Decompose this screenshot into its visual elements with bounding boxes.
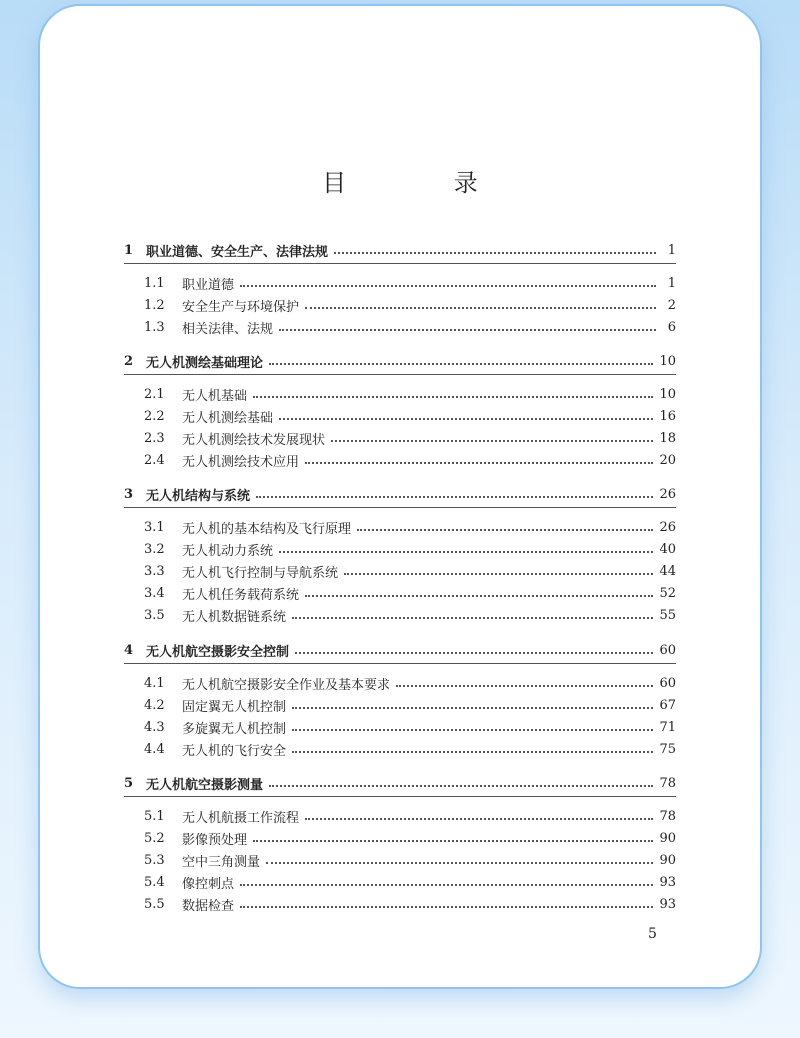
section-number: 2.3: [144, 430, 165, 446]
toc-section[interactable]: [144, 806, 676, 826]
toc-section[interactable]: [144, 695, 676, 715]
chapter-number: 5: [124, 775, 134, 791]
dot-leader: [269, 363, 653, 365]
section-number: 5.1: [144, 808, 165, 824]
section-page: 75: [659, 741, 676, 757]
chapter-number: 2: [124, 353, 134, 369]
toc-section[interactable]: [144, 894, 676, 914]
chapter-number: 4: [124, 642, 134, 658]
dot-leader: [256, 496, 653, 498]
chapter-title: 无人机测绘基础理论: [146, 355, 264, 371]
dot-leader: [292, 751, 653, 753]
section-page: 10: [659, 386, 676, 402]
chapter-number: 3: [124, 486, 134, 502]
dot-leader: [305, 462, 653, 464]
section-page: 90: [659, 852, 676, 868]
toc-section[interactable]: [144, 406, 676, 426]
section-page: 1: [667, 275, 676, 291]
toc-section[interactable]: [144, 673, 676, 693]
chapter-title: 职业道德、安全生产、法律法规: [146, 244, 329, 260]
section-page: 18: [659, 430, 676, 446]
section-number: 3.1: [144, 519, 165, 535]
dot-leader: [292, 729, 653, 731]
section-page: 6: [667, 319, 676, 335]
toc-chapter[interactable]: [124, 351, 676, 371]
section-page: 93: [659, 896, 676, 912]
section-page: 90: [659, 830, 676, 846]
section-title: 无人机测绘基础: [182, 410, 274, 426]
dot-leader: [253, 396, 653, 398]
dot-leader: [269, 785, 653, 787]
toc-section[interactable]: [144, 828, 676, 848]
toc-section[interactable]: [144, 872, 676, 892]
toc-chapter[interactable]: [124, 640, 676, 660]
section-title: 多旋翼无人机控制: [182, 721, 287, 737]
section-page: 60: [659, 675, 676, 691]
section-title: 无人机测绘技术发展现状: [182, 432, 326, 448]
toc-section[interactable]: [144, 273, 676, 293]
section-title: 无人机动力系统: [182, 543, 274, 559]
section-number: 2.4: [144, 452, 165, 468]
section-page: 67: [659, 697, 676, 713]
toc-section[interactable]: [144, 850, 676, 870]
dot-leader: [253, 840, 653, 842]
dot-leader: [357, 529, 653, 531]
page-title: 目 录: [322, 169, 528, 197]
toc-section[interactable]: [144, 583, 676, 603]
toc-section[interactable]: [144, 539, 676, 559]
section-number: 3.5: [144, 607, 165, 623]
toc-chapter[interactable]: [124, 240, 676, 260]
toc-section[interactable]: [144, 295, 676, 315]
section-title: 无人机测绘技术应用: [182, 454, 300, 470]
section-title: 无人机航空摄影安全作业及基本要求: [182, 677, 391, 693]
section-page: 2: [667, 297, 676, 313]
section-number: 4.1: [144, 675, 165, 691]
section-number: 3.4: [144, 585, 165, 601]
toc-chapter[interactable]: [124, 484, 676, 504]
section-title: 无人机的基本结构及飞行原理: [182, 521, 352, 537]
section-number: 2.1: [144, 386, 165, 402]
section-title: 相关法律、法规: [182, 321, 274, 337]
section-title: 无人机基础: [182, 388, 248, 404]
section-title: 像控刺点: [182, 876, 235, 892]
toc-section[interactable]: [144, 317, 676, 337]
section-number: 5.2: [144, 830, 165, 846]
toc-section[interactable]: [144, 517, 676, 537]
section-title: 数据检查: [182, 898, 235, 914]
divider: [124, 663, 676, 664]
chapter-page: 78: [659, 775, 676, 791]
section-page: 26: [659, 519, 676, 535]
dot-leader: [266, 862, 653, 864]
chapter-page: 10: [659, 353, 676, 369]
chapter-page: 60: [659, 642, 676, 658]
dot-leader: [240, 906, 653, 908]
toc-section[interactable]: [144, 450, 676, 470]
toc-section[interactable]: [144, 384, 676, 404]
section-page: 44: [659, 563, 676, 579]
section-number: 4.3: [144, 719, 165, 735]
divider: [124, 263, 676, 264]
toc-chapter[interactable]: [124, 773, 676, 793]
chapter-page: 1: [667, 242, 676, 258]
section-page: 71: [659, 719, 676, 735]
toc-section[interactable]: [144, 605, 676, 625]
section-number: 3.3: [144, 563, 165, 579]
toc-section[interactable]: [144, 739, 676, 759]
section-title: 固定翼无人机控制: [182, 699, 287, 715]
section-number: 3.2: [144, 541, 165, 557]
section-page: 55: [659, 607, 676, 623]
page-number: 5: [648, 926, 657, 942]
section-title: 无人机数据链系统: [182, 609, 287, 625]
section-title: 影像预处理: [182, 832, 248, 848]
section-page: 78: [659, 808, 676, 824]
dot-leader: [396, 685, 653, 687]
chapter-number: 1: [124, 242, 134, 258]
dot-leader: [279, 551, 653, 553]
dot-leader: [292, 617, 653, 619]
section-number: 2.2: [144, 408, 165, 424]
divider: [124, 507, 676, 508]
toc-section[interactable]: [144, 717, 676, 737]
section-number: 1.2: [144, 297, 165, 313]
dot-leader: [305, 818, 653, 820]
section-number: 5.3: [144, 852, 165, 868]
section-title: 空中三角测量: [182, 854, 261, 870]
dot-leader: [295, 652, 653, 654]
dot-leader: [305, 307, 656, 309]
section-title: 无人机任务载荷系统: [182, 587, 300, 603]
divider: [124, 796, 676, 797]
section-title: 安全生产与环境保护: [182, 299, 300, 315]
section-number: 4.2: [144, 697, 165, 713]
section-page: 40: [659, 541, 676, 557]
section-title: 无人机飞行控制与导航系统: [182, 565, 339, 581]
section-number: 1.3: [144, 319, 165, 335]
section-number: 5.4: [144, 874, 165, 890]
dot-leader: [279, 418, 653, 420]
divider: [124, 374, 676, 375]
chapter-page: 26: [659, 486, 676, 502]
toc-section[interactable]: [144, 561, 676, 581]
dot-leader: [292, 707, 653, 709]
section-number: 4.4: [144, 741, 165, 757]
chapter-title: 无人机结构与系统: [146, 488, 251, 504]
toc-section[interactable]: [144, 428, 676, 448]
dot-leader: [240, 884, 653, 886]
chapter-title: 无人机航空摄影安全控制: [146, 644, 290, 660]
section-page: 93: [659, 874, 676, 890]
section-page: 52: [659, 585, 676, 601]
dot-leader: [334, 252, 656, 254]
section-page: 20: [659, 452, 676, 468]
section-page: 16: [659, 408, 676, 424]
dot-leader: [279, 329, 656, 331]
chapter-title: 无人机航空摄影测量: [146, 777, 264, 793]
section-number: 1.1: [144, 275, 165, 291]
dot-leader: [344, 573, 653, 575]
section-title: 无人机航摄工作流程: [182, 810, 300, 826]
dot-leader: [305, 595, 653, 597]
dot-leader: [240, 285, 656, 287]
section-title: 无人机的飞行安全: [182, 743, 287, 759]
section-title: 职业道德: [182, 277, 235, 293]
section-number: 5.5: [144, 896, 165, 912]
dot-leader: [331, 440, 653, 442]
